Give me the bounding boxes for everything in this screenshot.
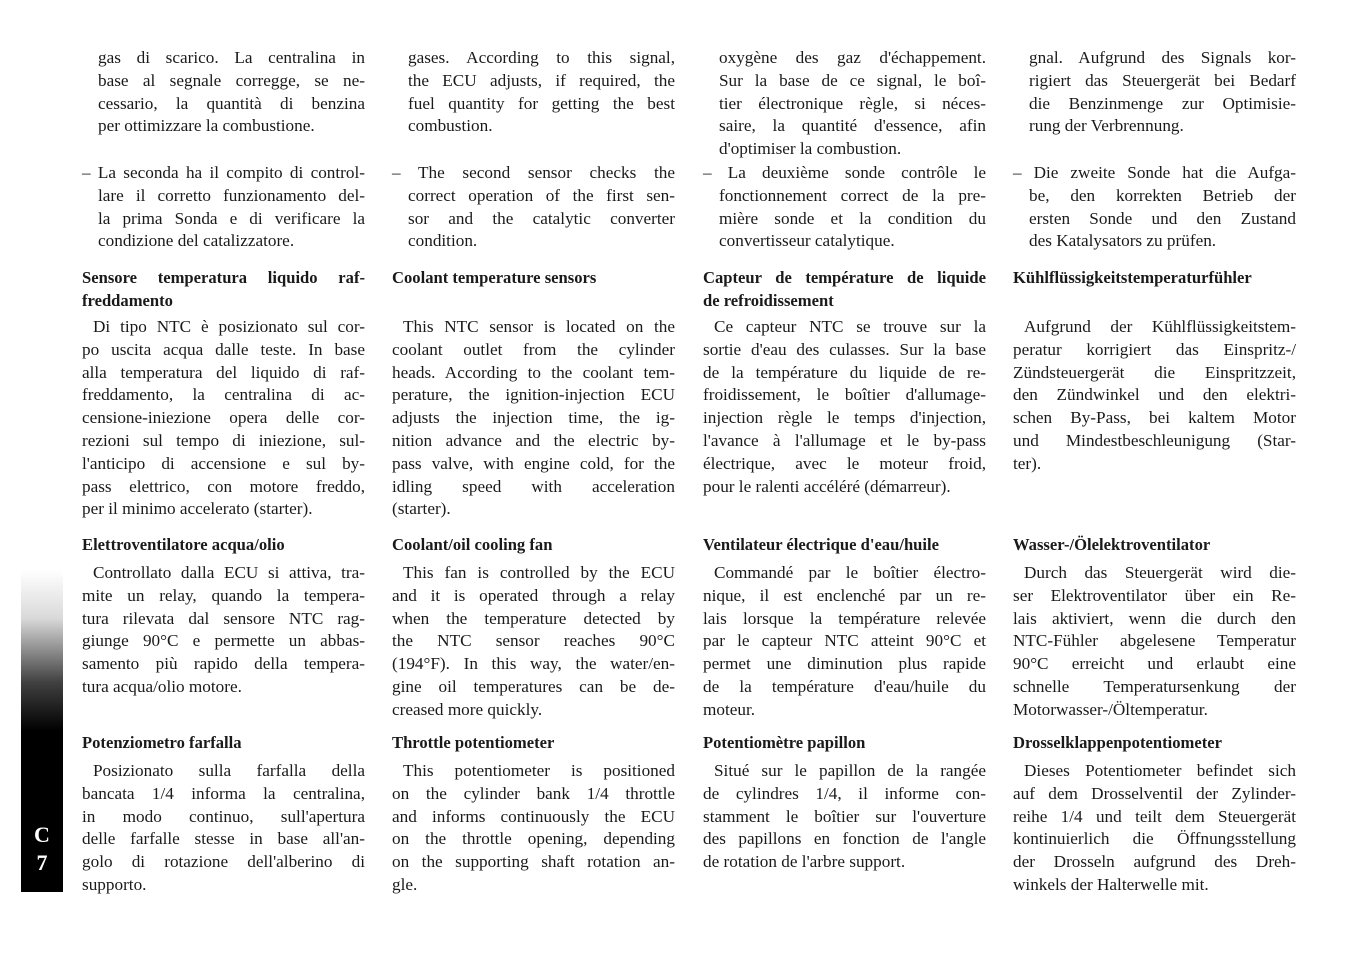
text-line: Drosselklappenpotentiometer xyxy=(1013,733,1222,752)
text-line: Wasser-/Ölelektroventilator xyxy=(1013,535,1211,554)
text-line: nique, il est enclenché par un re- xyxy=(703,585,986,605)
section-heading xyxy=(1013,732,1296,755)
text-line: auf dem Drosselventil der Zylinder- xyxy=(1013,783,1296,803)
text-line: Potenziometro farfalla xyxy=(82,733,242,752)
text-line: des papillons en fonction de l'angle xyxy=(703,829,986,849)
text-line: correct operation of the first sen- xyxy=(408,185,675,205)
page-number: 7 xyxy=(36,850,48,875)
text-line: – La deuxième sonde contrôle le xyxy=(703,163,986,182)
text-line: kontinuierlich die Öffnungsstellung xyxy=(1013,829,1296,849)
text-line: schen By-Pass, bei kaltem Motor xyxy=(1013,408,1296,428)
text-line: convertisseur catalytique. xyxy=(719,231,895,251)
text-line: adjusts the injection time, the ig- xyxy=(392,408,675,428)
text-line: Aufgrund der Kühlflüssigkeitstem- xyxy=(1024,317,1296,336)
text-line: tier électronique règle, si néces- xyxy=(719,93,986,113)
text-line: (starter). xyxy=(392,499,451,519)
text-line: Di tipo NTC è posizionato sul cor- xyxy=(93,317,365,336)
paragraph xyxy=(82,562,365,699)
text-line: cessario, la quantità di benzina xyxy=(98,93,365,113)
text-line: gases. According to this signal, xyxy=(408,48,675,67)
text-line: golo di rotazione dell'alberino di xyxy=(82,852,365,872)
text-line: saire, la quantité d'essence, afin xyxy=(719,116,986,136)
section-tab xyxy=(21,570,63,892)
text-line: Controllato dalla ECU si attiva, tra- xyxy=(93,563,365,582)
text-line: and it is operated through a relay xyxy=(392,585,675,605)
section-heading xyxy=(703,534,986,557)
text-line: gine oil temperatures can be de- xyxy=(392,676,675,696)
text-line: und Mindestbeschleunigung (Star- xyxy=(1013,430,1296,450)
paragraph xyxy=(408,47,675,138)
text-line: freddamento, la centralina di ac- xyxy=(82,385,365,405)
paragraph xyxy=(703,760,986,874)
section-heading xyxy=(1013,534,1296,557)
section-heading xyxy=(82,534,365,557)
text-line: perature, the ignition-injection ECU xyxy=(392,385,675,405)
text-line: per ottimizzare la combustione. xyxy=(98,116,315,136)
text-line: Motorwasser-/Öltemperatur. xyxy=(1013,699,1208,719)
paragraph xyxy=(1013,760,1296,897)
text-line: die Benzinmenge zur Optimisie- xyxy=(1029,93,1296,113)
text-line: peratur korrigiert das Einspritz-/ xyxy=(1013,339,1296,359)
text-line: This fan is controlled by the ECU xyxy=(403,563,675,582)
paragraph xyxy=(392,316,675,521)
paragraph xyxy=(1013,162,1296,253)
text-line: bancata 1/4 informa la centralina, xyxy=(82,783,365,803)
text-line: l'avance à l'allumage et le by-pass xyxy=(703,430,986,450)
text-line: de cylindres 1/4, il informe con- xyxy=(703,783,986,803)
paragraph xyxy=(1013,316,1296,476)
text-line: par le capteur NTC atteint 90°C et xyxy=(703,631,986,651)
text-line: nition advance and the electric by- xyxy=(392,430,675,450)
text-line: der Drosseln aufgrund des Dreh- xyxy=(1013,852,1296,872)
paragraph xyxy=(703,316,986,498)
text-line: lais lorsque la température relevée xyxy=(703,608,986,628)
text-line: the NTC sensor reaches 90°C xyxy=(392,631,675,651)
text-line: lais aktiviert, wenn die durch den xyxy=(1013,608,1296,628)
paragraph xyxy=(98,47,365,138)
text-line: Zündsteuergerät die Einspritzzeit, xyxy=(1013,362,1296,382)
text-line: and informs continuously the ECU xyxy=(392,806,675,826)
text-line: rigiert das Steuergerät bei Bedarf xyxy=(1029,70,1296,90)
paragraph xyxy=(82,316,365,521)
text-line: l'anticipo di accensione e sul by- xyxy=(82,453,365,473)
section-heading xyxy=(82,267,365,313)
text-line: des Katalysators zu prüfen. xyxy=(1029,231,1217,251)
text-line: on the cylinder bank 1/4 throttle xyxy=(392,783,675,803)
text-line: Elettroventilatore acqua/olio xyxy=(82,535,285,554)
text-line: Commandé par le boîtier électro- xyxy=(714,563,986,582)
text-line: (194°F). In this way, the water/en- xyxy=(392,654,675,674)
text-line: électrique, avec le moteur froid, xyxy=(703,453,986,473)
paragraph xyxy=(82,162,365,253)
text-line: censione-iniezione opera delle cor- xyxy=(82,408,365,428)
text-line: 90°C erreicht und erlaubt eine xyxy=(1013,654,1296,674)
section-heading xyxy=(392,267,675,290)
section-heading xyxy=(1013,267,1296,290)
text-line: base al segnale corregge, se ne- xyxy=(98,70,365,90)
section-heading xyxy=(392,732,675,755)
paragraph xyxy=(1029,47,1296,138)
text-line: alla temperatura del liquido di raf- xyxy=(82,362,365,382)
text-line: gas di scarico. La centralina in xyxy=(98,48,365,67)
text-line: Posizionato sulla farfalla della xyxy=(93,761,365,780)
text-line: creased more quickly. xyxy=(392,699,543,719)
paragraph xyxy=(719,47,986,161)
text-line: injection règle le temps d'injection, xyxy=(703,408,986,428)
text-line: the ECU adjusts, if required, the xyxy=(408,70,675,90)
text-line: Sur la base de ce signal, le boî- xyxy=(719,70,986,90)
text-line: – Die zweite Sonde hat die Aufga- xyxy=(1013,163,1296,182)
text-line: Potentiomètre papillon xyxy=(703,733,866,752)
text-line: permet une diminution plus rapide xyxy=(703,654,986,674)
text-line: mière sonde et la condition du xyxy=(719,208,986,228)
text-line: mite un relay, quando la tempera- xyxy=(82,585,365,605)
section-heading xyxy=(703,732,986,755)
text-line: pour le ralenti accéléré (démarreur). xyxy=(703,476,951,496)
text-line: ser Elektroventilator über ein Re- xyxy=(1013,585,1296,605)
text-line: ter). xyxy=(1013,453,1042,473)
text-line: la prima Sonda e di verificare la xyxy=(98,208,365,228)
text-line: de la température du liquide de re- xyxy=(703,362,986,382)
text-line: combustion. xyxy=(408,116,493,136)
text-line: Ventilateur électrique d'eau/huile xyxy=(703,535,939,554)
text-line: samento più rapido della tempera- xyxy=(82,654,365,674)
text-line: This potentiometer is positioned xyxy=(403,761,675,780)
paragraph xyxy=(392,562,675,722)
paragraph xyxy=(703,162,986,253)
text-line: condition. xyxy=(408,231,478,251)
section-heading xyxy=(392,534,675,557)
text-line: idling speed with acceleration xyxy=(392,476,675,496)
text-line: be, den korrekten Betrieb der xyxy=(1029,185,1296,205)
text-line: de refroidissement xyxy=(703,290,834,310)
text-line: lare il corretto funzionamento del- xyxy=(98,185,365,205)
paragraph xyxy=(82,760,365,897)
text-line: sortie d'eau des culasses. Sur la base xyxy=(703,339,986,359)
text-line: Coolant temperature sensors xyxy=(392,268,597,287)
text-line: giunge 90°C e permette un abbas- xyxy=(82,631,365,651)
text-line: froidissement, le boîtier d'allumage- xyxy=(703,385,986,405)
text-line: Situé sur le papillon de la rangée xyxy=(714,761,986,780)
text-line: Sensore temperatura liquido raf- xyxy=(82,268,365,287)
text-line: tura rilevata dal sensore NTC rag- xyxy=(82,608,365,628)
text-line: reihe 1/4 und teilt dem Steuergerät xyxy=(1013,806,1296,826)
text-line: This NTC sensor is located on the xyxy=(403,317,675,336)
text-line: supporto. xyxy=(82,874,147,894)
text-line: Durch das Steuergerät wird die- xyxy=(1024,563,1296,582)
text-line: rung der Verbrennung. xyxy=(1029,116,1184,136)
text-line: Ce capteur NTC se trouve sur la xyxy=(714,317,986,336)
section-heading xyxy=(82,732,365,755)
text-line: schnelle Temperatursenkung der xyxy=(1013,676,1296,696)
text-line: – The second sensor checks the xyxy=(392,163,675,182)
text-line: heads. According to the coolant tem- xyxy=(392,362,675,382)
paragraph xyxy=(392,162,675,253)
text-line: winkels der Halterwelle mit. xyxy=(1013,874,1209,894)
text-line: Throttle potentiometer xyxy=(392,733,555,752)
text-line: fuel quantity for getting the best xyxy=(408,93,675,113)
paragraph xyxy=(703,562,986,722)
text-line: stamment le boîtier sur l'ouverture xyxy=(703,806,986,826)
text-line: sor and the catalytic converter xyxy=(408,208,675,228)
text-line: on the throttle opening, depending xyxy=(392,829,675,849)
text-line: de rotation de l'arbre support. xyxy=(703,852,906,872)
text-line: pass valve, with engine cold, for the xyxy=(392,453,675,473)
text-line: oxygène des gaz d'échappement. xyxy=(719,48,986,67)
text-line: freddamento xyxy=(82,290,173,310)
section-letter: C xyxy=(34,822,50,847)
text-line: po uscita acqua dalle teste. In base xyxy=(82,339,365,359)
text-line: condizione del catalizzatore. xyxy=(98,231,295,251)
text-line: coolant outlet from the cylinder xyxy=(392,339,675,359)
text-line: Coolant/oil cooling fan xyxy=(392,535,553,554)
text-line: gnal. Aufgrund des Signals kor- xyxy=(1029,48,1296,67)
text-line: per il minimo accelerato (starter). xyxy=(82,499,313,519)
text-line: pass elettrico, con motore freddo, xyxy=(82,476,365,496)
text-line: – La seconda ha il compito di control- xyxy=(82,163,365,182)
paragraph xyxy=(1013,562,1296,722)
section-heading xyxy=(703,267,986,313)
text-line: in modo continuo, sull'apertura xyxy=(82,806,365,826)
text-line: Kühlflüssigkeitstemperaturfühler xyxy=(1013,268,1252,287)
text-line: rezioni sul tempo di iniezione, sul- xyxy=(82,430,365,450)
text-line: moteur. xyxy=(703,699,756,719)
text-line: den Zündwinkel und den elektri- xyxy=(1013,385,1296,405)
text-line: when the temperature detected by xyxy=(392,608,675,628)
text-line: d'optimiser la combustion. xyxy=(719,139,902,159)
text-line: de la température d'eau/huile du xyxy=(703,676,986,696)
text-line: gle. xyxy=(392,874,418,894)
paragraph xyxy=(392,760,675,897)
text-line: ersten Sonde und den Zustand xyxy=(1029,208,1296,228)
text-line: NTC-Fühler abgelesene Temperatur xyxy=(1013,631,1296,651)
text-line: fonctionnement correct de la pre- xyxy=(719,185,986,205)
text-line: Capteur de température de liquide xyxy=(703,268,986,287)
text-line: tura acqua/olio motore. xyxy=(82,676,242,696)
text-line: Dieses Potentiometer befindet sich xyxy=(1024,761,1296,780)
text-line: delle farfalle stesse in base all'an- xyxy=(82,829,365,849)
text-line: on the supporting shaft rotation an- xyxy=(392,852,675,872)
